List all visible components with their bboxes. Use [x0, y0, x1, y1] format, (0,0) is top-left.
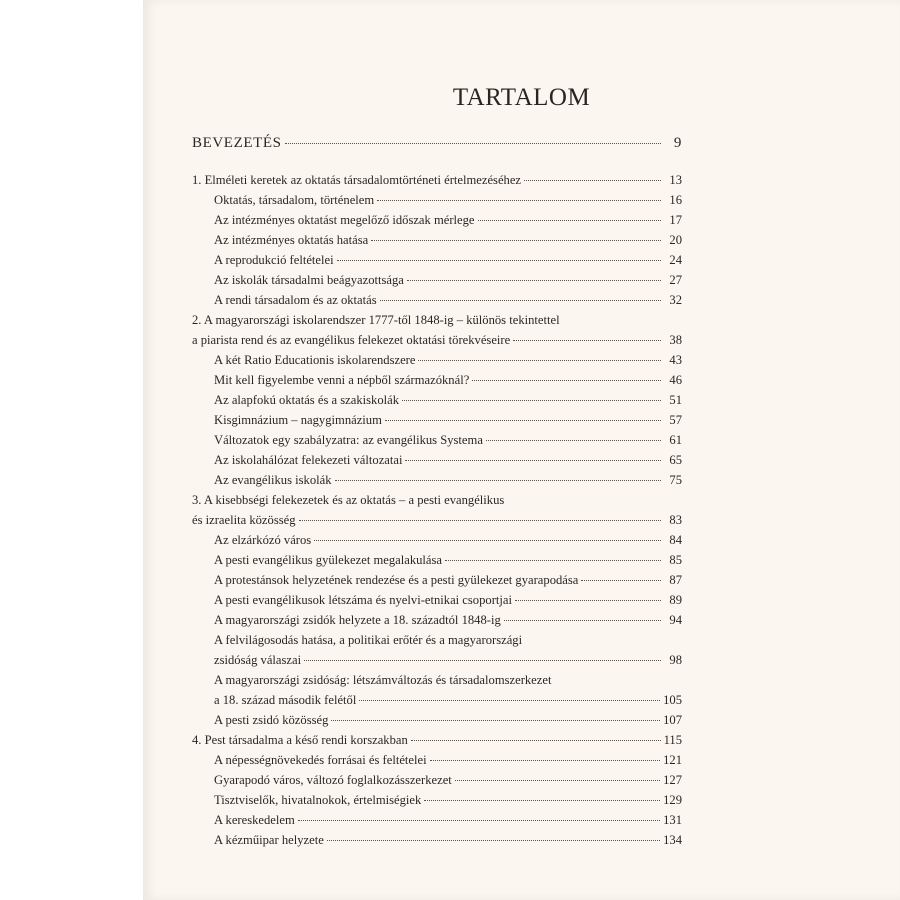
toc-section [192, 770, 682, 790]
toc-page-number: 27 [669, 273, 682, 287]
toc-page-number: 127 [663, 773, 682, 787]
toc-intro [192, 130, 682, 156]
toc-section-label: A rendi társadalom és az oktatás [214, 293, 377, 307]
toc-section-label: Tisztviselők, hivatalnokok, értelmiségiek [214, 793, 422, 807]
toc-page-number: 84 [669, 533, 682, 547]
toc-section [192, 810, 682, 830]
toc-section-label: A pesti evangélikusok létszáma és nyelvi-etnikai csoportjai [214, 593, 512, 607]
leader-dots [486, 440, 661, 441]
toc-page-number: 85 [669, 553, 682, 567]
toc-section [192, 690, 682, 710]
toc-section-label: A pesti zsidó közösség [214, 713, 329, 727]
leader-dots [581, 580, 661, 581]
toc-page-number: 38 [669, 333, 682, 347]
toc-chapter-title: a piarista rend és az evangélikus felekezet oktatási törekvéseire [192, 333, 511, 347]
toc-section-label: Az iskolák társadalmi beágyazottsága [214, 273, 404, 287]
toc-chapter-4 [192, 730, 682, 750]
toc-section-label: Oktatás, társadalom, történelem [214, 193, 375, 207]
toc-page-number: 94 [669, 613, 682, 627]
leader-dots [359, 700, 660, 701]
toc-page-number: 98 [669, 653, 682, 667]
toc-page-number: 87 [669, 573, 682, 587]
toc-page-number: 131 [663, 813, 682, 827]
leader-dots [402, 400, 661, 401]
toc-section [192, 610, 682, 630]
toc-section-label: A kereskedelem [214, 813, 295, 827]
toc-section [192, 250, 682, 270]
toc-page-number: 115 [663, 733, 682, 747]
toc-page-number: 65 [669, 453, 682, 467]
toc-section [192, 650, 682, 670]
toc-chapter-2-line1: 2. A magyarországi iskolarendszer 1777-től 1848-ig – különös tekintettel [192, 313, 560, 327]
toc-page-number: 20 [669, 233, 682, 247]
leader-dots [430, 760, 661, 761]
toc-section [192, 830, 682, 850]
toc-section-label: Az evangélikus iskolák [214, 473, 332, 487]
toc-section [192, 270, 682, 290]
toc-page-number: 32 [669, 293, 682, 307]
toc-page-number: 89 [669, 593, 682, 607]
toc-section-label: Az alapfokú oktatás és a szakiskolák [214, 393, 399, 407]
toc-section [192, 290, 682, 310]
toc-section [192, 350, 682, 370]
toc-section-label: zsidóság válaszai [214, 653, 302, 667]
leader-dots [331, 720, 660, 721]
leader-dots [478, 220, 661, 221]
toc-section-label: Az intézményes oktatást megelőző időszak mérlege [214, 213, 475, 227]
toc-section-label: A kézműipar helyzete [214, 833, 324, 847]
toc-section-label: Mit kell figyelembe venni a népből származóknál? [214, 373, 470, 387]
toc-chapter-title: és izraelita közösség [192, 513, 296, 527]
leader-dots [299, 520, 661, 521]
toc-chapter-title: 4. Pest társadalma a késő rendi korszakban [192, 733, 408, 747]
leader-dots [515, 600, 661, 601]
toc-chapter-2 [192, 330, 682, 350]
toc-page-number: 24 [669, 253, 682, 267]
toc-section-label: A két Ratio Educationis iskolarendszere [214, 353, 416, 367]
toc-section-label: Az intézményes oktatás hatása [214, 233, 369, 247]
toc-section-label: Az elzárkózó város [214, 533, 312, 547]
leader-dots [445, 560, 661, 561]
toc-page-number: 121 [663, 753, 682, 767]
toc-section [192, 470, 682, 490]
toc-page-number: 17 [669, 213, 682, 227]
leader-dots [337, 260, 661, 261]
toc-page-number: 57 [669, 413, 682, 427]
toc-page-number: 16 [669, 193, 682, 207]
toc-section-label: A magyarországi zsidók helyzete a 18. századtól 1848-ig [214, 613, 501, 627]
toc-section [192, 710, 682, 730]
toc-section [192, 750, 682, 770]
toc-chapter-3 [192, 510, 682, 530]
leader-dots [405, 460, 661, 461]
toc-section [192, 790, 682, 810]
toc-section [192, 550, 682, 570]
leader-dots [371, 240, 661, 241]
toc-page-number: 51 [669, 393, 682, 407]
table-of-contents [192, 130, 682, 850]
toc-section-label: A pesti evangélikus gyülekezet megalakulása [214, 553, 443, 567]
toc-page-number: 83 [669, 513, 682, 527]
toc-page-number: 134 [663, 833, 682, 847]
toc-section [192, 430, 682, 450]
toc-page-number: 46 [669, 373, 682, 387]
leader-dots [327, 840, 660, 841]
leader-dots [411, 740, 661, 741]
toc-section-label: Az iskolahálózat felekezeti változatai [214, 453, 403, 467]
toc-section [192, 370, 682, 390]
toc-section [192, 390, 682, 410]
toc-page-number: 129 [663, 793, 682, 807]
toc-section-label: A reprodukció feltételei [214, 253, 334, 267]
leader-dots [407, 280, 661, 281]
leader-dots [472, 380, 661, 381]
toc-section [192, 570, 682, 590]
toc-section [192, 190, 682, 210]
toc-page-number: 107 [663, 713, 682, 727]
toc-chapter-3-line1: 3. A kisebbségi felekezetek és az oktatás – a pesti evangélikus [192, 493, 505, 507]
leader-dots [524, 180, 661, 181]
leader-dots [385, 420, 661, 421]
toc-section-line1: A felvilágosodás hatása, a politikai erőtér és a magyarországi [214, 633, 523, 647]
toc-section-label: A protestánsok helyzetének rendezése és a pesti gyülekezet gyarapodása [214, 573, 579, 587]
toc-page-number: 75 [669, 473, 682, 487]
toc-section [192, 230, 682, 250]
leader-dots [513, 340, 661, 341]
leader-dots [424, 800, 660, 801]
toc-section-label: A népességnövekedés forrásai és feltételei [214, 753, 427, 767]
leader-dots [377, 200, 661, 201]
toc-section-label: Változatok egy szabályzatra: az evangélikus Systema [214, 433, 483, 447]
toc-page-number: 43 [669, 353, 682, 367]
toc-section [192, 210, 682, 230]
leader-dots [455, 780, 660, 781]
toc-section-label: Gyarapodó város, változó foglalkozásszerkezet [214, 773, 452, 787]
toc-section [192, 450, 682, 470]
toc-intro-page: 9 [673, 135, 682, 151]
toc-chapter-title: 1. Elméleti keretek az oktatás társadalomtörténeti értelmezéséhez [192, 173, 522, 187]
toc-page-number: 61 [669, 433, 682, 447]
leader-dots [314, 540, 661, 541]
leader-dots [285, 143, 661, 144]
toc-page-number: 13 [669, 173, 682, 187]
leader-dots [298, 820, 660, 821]
toc-chapter-1 [192, 170, 682, 190]
leader-dots [304, 660, 661, 661]
leader-dots [380, 300, 661, 301]
toc-intro-label: BEVEZETÉS [192, 135, 282, 151]
toc-section [192, 410, 682, 430]
page-title: TARTALOM [452, 84, 591, 111]
leader-dots [418, 360, 661, 361]
toc-section-label: Kisgimnázium – nagygimnázium [214, 413, 382, 427]
toc-section [192, 590, 682, 610]
toc-section-label: a 18. század második felétől [214, 693, 357, 707]
leader-dots [504, 620, 661, 621]
toc-section-line1: A magyarországi zsidóság: létszámváltozás és társadalomszerkezet [214, 673, 552, 687]
leader-dots [335, 480, 661, 481]
toc-page-number: 105 [663, 693, 682, 707]
toc-section [192, 530, 682, 550]
